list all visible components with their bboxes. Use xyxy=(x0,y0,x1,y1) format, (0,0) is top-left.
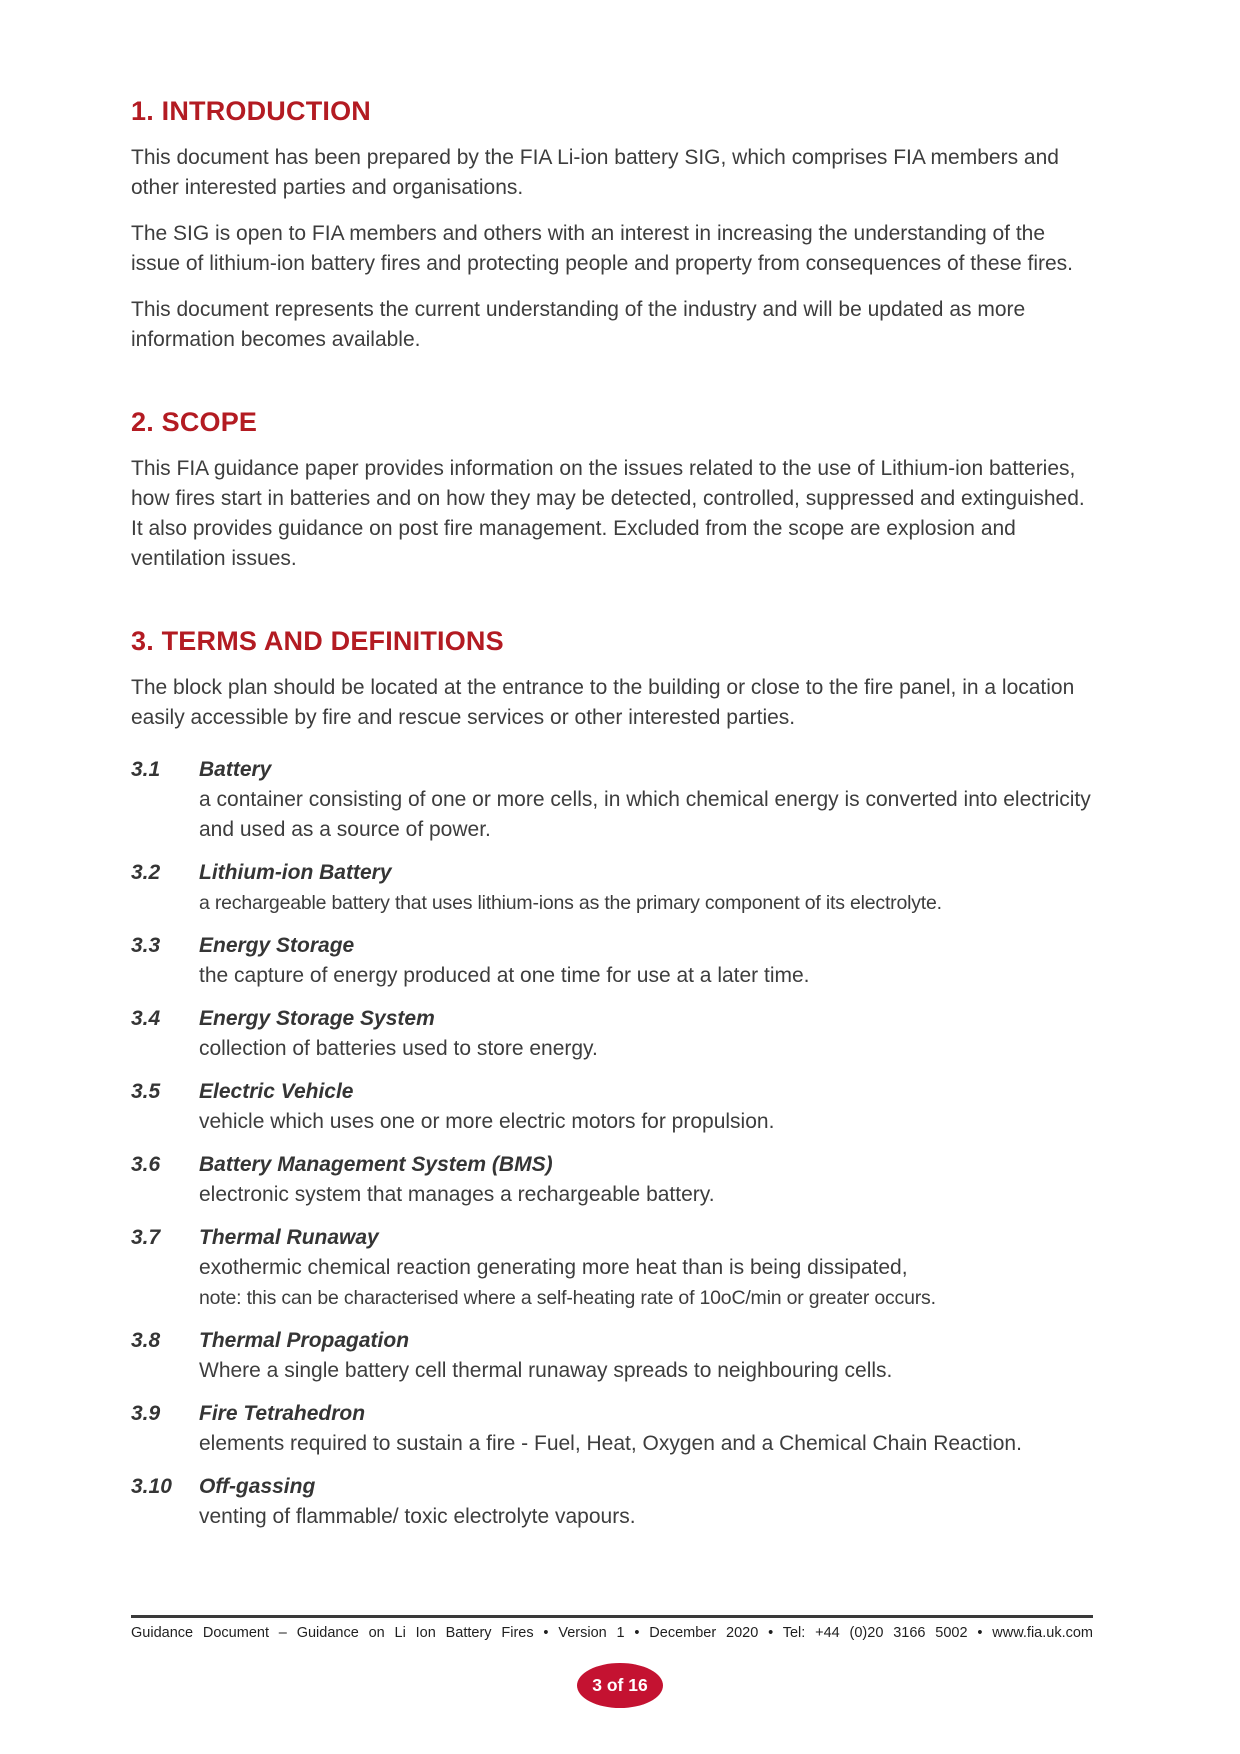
footer-divider xyxy=(131,1615,1093,1618)
paragraph: The block plan should be located at the entrance to the building or close to the fire panel, in a location easily accessible by fire and rescue services or other interested parties. xyxy=(131,676,1075,729)
definition-term: Electric Vehicle xyxy=(199,1080,354,1103)
definition-text: exothermic chemical reaction generating more heat than is being dissipated, xyxy=(199,1256,908,1279)
paragraph: This FIA guidance paper provides information on the issues related to the use of Lithium-ion batteries, how fires start in batteries and on how they may be detected, controlled, suppressed and extinguished. It also provides guidance on post fire management. Excluded from the scope are explosion and ventilation issues. xyxy=(131,457,1085,570)
definition-number: 3.10 xyxy=(131,1475,172,1498)
definition-number: 3.9 xyxy=(131,1402,161,1425)
definition-item xyxy=(131,858,1093,918)
paragraph: The SIG is open to FIA members and others with an interest in increasing the understanding of the issue of lithium-ion battery fires and protecting people and property from consequences of these fires. xyxy=(131,222,1074,275)
section-heading-introduction: 1. INTRODUCTION xyxy=(131,96,372,126)
definition-term: Battery Management System (BMS) xyxy=(199,1153,553,1176)
section-introduction xyxy=(131,96,1093,355)
definition-item xyxy=(131,1472,1093,1532)
definition-term: Off-gassing xyxy=(199,1475,316,1498)
definition-term: Fire Tetrahedron xyxy=(199,1402,366,1425)
definition-item xyxy=(131,755,1093,845)
definition-text: collection of batteries used to store energy. xyxy=(199,1037,598,1060)
paragraph: This document represents the current understanding of the industry and will be updated as more information becomes available. xyxy=(131,298,1026,351)
definition-item xyxy=(131,1223,1093,1313)
section-heading-terms: 3. TERMS AND DEFINITIONS xyxy=(131,626,504,656)
definition-text: the capture of energy produced at one time for use at a later time. xyxy=(199,964,810,987)
definition-text: a rechargeable battery that uses lithium-ions as the primary component of its electrolyte. xyxy=(199,892,942,914)
definition-text: elements required to sustain a fire - Fuel, Heat, Oxygen and a Chemical Chain Reaction. xyxy=(199,1432,1022,1455)
section-terms-and-definitions xyxy=(131,626,1093,1532)
definition-text: venting of flammable/ toxic electrolyte vapours. xyxy=(199,1505,636,1528)
definition-number: 3.6 xyxy=(131,1153,161,1176)
page-footer xyxy=(131,1615,1093,1643)
paragraph: This document has been prepared by the FIA Li-ion battery SIG, which comprises FIA members and other interested parties and organisations. xyxy=(131,146,1059,199)
definition-text: a container consisting of one or more cells, in which chemical energy is converted into electricity and used as a source of power. xyxy=(199,788,1091,841)
definition-number: 3.3 xyxy=(131,934,161,957)
section-heading-scope: 2. SCOPE xyxy=(131,407,258,437)
definition-term: Thermal Propagation xyxy=(199,1329,410,1352)
definition-item xyxy=(131,1004,1093,1064)
definition-number: 3.1 xyxy=(131,758,161,781)
definition-text: vehicle which uses one or more electric motors for propulsion. xyxy=(199,1110,775,1133)
definition-item xyxy=(131,1399,1093,1459)
definition-term: Thermal Runaway xyxy=(199,1226,379,1249)
definition-number: 3.8 xyxy=(131,1329,161,1352)
definition-text-note: note: this can be characterised where a self-heating rate of 10oC/min or greater occurs. xyxy=(199,1287,936,1309)
definition-term: Lithium-ion Battery xyxy=(199,861,392,884)
definition-term: Battery xyxy=(199,758,272,781)
definition-item xyxy=(131,1150,1093,1210)
footer-text: Guidance Document – Guidance on Li Ion Battery Fires • Version 1 • December 2020 • Tel: +44 (0)20 3166 5002 • www.fia.uk.com xyxy=(131,1625,1093,1641)
definition-number: 3.7 xyxy=(131,1226,161,1249)
section-scope xyxy=(131,407,1093,574)
definition-text: Where a single battery cell thermal runaway spreads to neighbouring cells. xyxy=(199,1359,893,1382)
page-number-badge: 3 of 16 xyxy=(577,1663,663,1708)
definition-number: 3.2 xyxy=(131,861,161,884)
definition-number: 3.5 xyxy=(131,1080,161,1103)
definition-item xyxy=(131,931,1093,991)
definitions-list xyxy=(131,755,1093,1532)
definition-item xyxy=(131,1077,1093,1137)
definition-item xyxy=(131,1326,1093,1386)
definition-text: electronic system that manages a rechargeable battery. xyxy=(199,1183,715,1206)
definition-number: 3.4 xyxy=(131,1007,161,1030)
definition-term: Energy Storage System xyxy=(199,1007,435,1030)
definition-term: Energy Storage xyxy=(199,934,355,957)
